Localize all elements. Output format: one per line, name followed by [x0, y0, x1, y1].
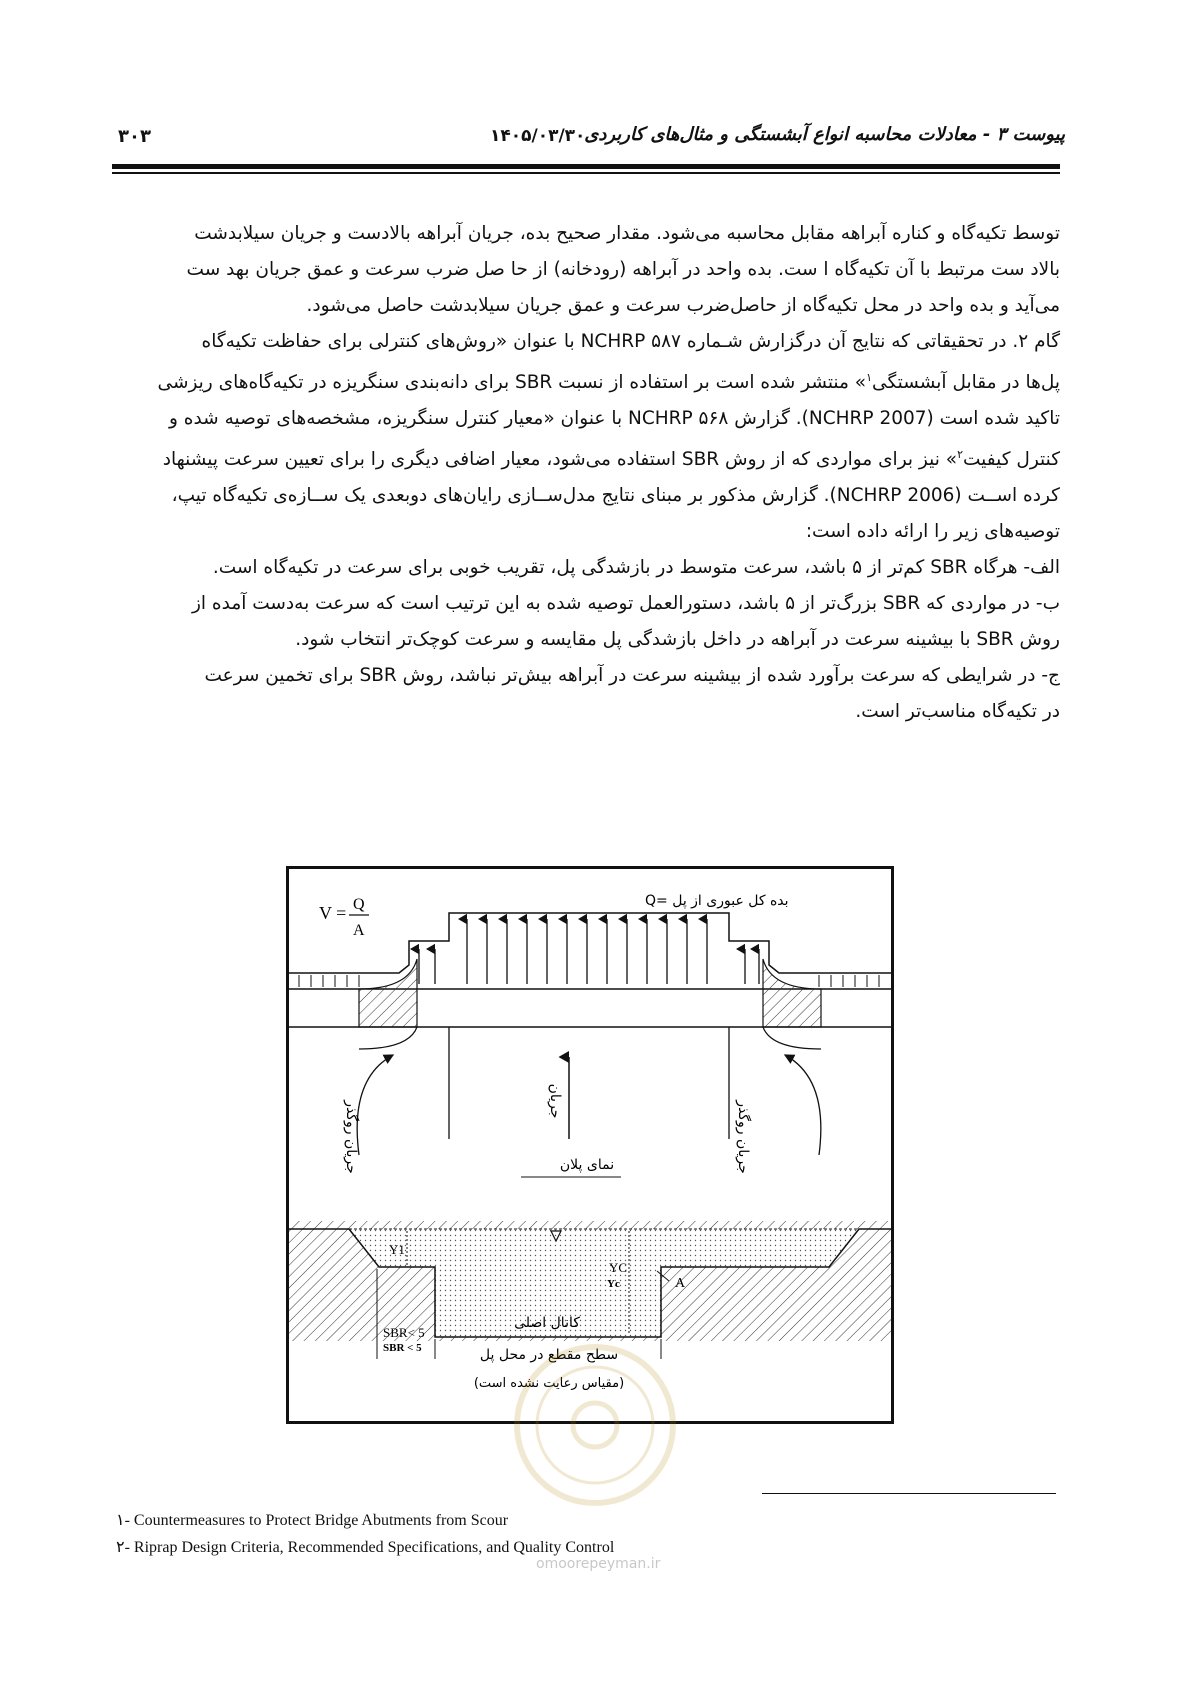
- publisher-stamp-watermark: [510, 1340, 680, 1510]
- footnote-rule: [762, 1493, 1056, 1494]
- para2-line: [112, 360, 1060, 401]
- yc-label: YC: [609, 1260, 628, 1275]
- left-abutment-base: [359, 1027, 417, 1049]
- footnote-2: ۲- Riprap Design Criteria, Recommended Specifications, and Quality Control: [116, 1539, 615, 1556]
- footnote-ref-1: ۱: [866, 371, 873, 384]
- list-item-c-cont: در تکیه‌گاه مناسب‌تر است.: [855, 701, 1060, 723]
- para2-line: تاکید شده است (NCHRP 2007). گزارش NCHRP ۵۶۸ با عنوان «معیار کنترل سنگریزه، مشخصه‌های توصیه شده و: [168, 408, 1060, 430]
- footnote-1: ۱- Countermeasures to Protect Bridge Abutments from Scour: [116, 1512, 509, 1529]
- header-date: ۱۴۰۵/۰۳/۳۰: [490, 126, 586, 146]
- para2-line: گام ۲. در تحقیقاتی که نتایج آن درگزارش شـماره NCHRP ۵۸۷ با عنوان «روش‌های کنترلی برای حفاظت تکیه‌گاه: [201, 331, 1060, 352]
- scale-note: (مقیاس رعایت نشده است): [473, 1376, 625, 1391]
- text-run: پل‌ها در مقابل آبشستگی: [872, 372, 1060, 394]
- sbr-label-2: SBR < 5: [383, 1342, 422, 1354]
- total-discharge-label: بده کل عبوری از پل =Q: [645, 893, 789, 909]
- para1-line: می‌آید و بده واحد در محل تکیه‌گاه از حاصل‌ضرب سرعت و عمق جریان سیلابدشت حاصل می‌شود.: [306, 295, 1060, 316]
- para1-line: بالاد ست مرتبط با آن تکیه‌گاه ا ست. بده واحد در آبراهه (رودخانه) از حا صل ضرب سرعت و عمق جریان بهد ست: [186, 259, 1060, 280]
- list-item-a: الف- هرگاه SBR کم‌تر از ۵ باشد، سرعت متوسط در بازشدگی پل، تقریب خوبی برای سرعت در تکیه‌گاه است.: [212, 557, 1060, 579]
- formula-q: Q: [353, 896, 365, 913]
- right-floodplain-arrow: [785, 1055, 821, 1155]
- velocity-envelope: [289, 913, 891, 973]
- watermark-url: omoorepeyman.ir: [536, 1556, 661, 1572]
- para2-line: [112, 437, 1060, 478]
- list-item-b-cont: روش SBR با بیشینه سرعت در آبراهه در داخل بازشدگی پل مقایسه و سرعت کوچک‌تر انتخاب شود.: [295, 629, 1060, 651]
- list-item-c: ج- در شرایطی که سرعت برآورد شده از بیشینه سرعت در آبراهه بیش‌تر نباشد، روش SBR برای تخمین سرعت: [204, 665, 1060, 687]
- left-abutment: [359, 959, 417, 1027]
- right-floodplain-label: جریان روگذر: [735, 1100, 751, 1174]
- para1-line: توسط تکیه‌گاه و کناره آبراهه مقابل محاسبه می‌شود. مقدار صحیح بده، جریان آبراهه بالادست و جریان سیلابدشت: [194, 223, 1060, 244]
- flow-label: جریان: [547, 1083, 563, 1119]
- right-abutment: [763, 959, 821, 1027]
- main-channel-label: کانال اصلی: [514, 1315, 580, 1331]
- text-run: کنترل کیفیت: [963, 449, 1060, 471]
- velocity-arrows: [419, 919, 759, 984]
- section-caption: سطح مقطع در محل پل: [479, 1347, 619, 1363]
- sbr-label: SBR< 5: [383, 1325, 425, 1340]
- text-run: » منتشر شده است بر استفاده از نسبت SBR برای دانه‌بندی سنگریزه در تکیه‌گاه‌های ریزشی: [157, 372, 867, 394]
- para2-line: توصیه‌های زیر را ارائه داده است:: [805, 521, 1060, 543]
- formula-v: V =: [319, 903, 347, 923]
- page-number: ۳۰۳: [118, 126, 151, 147]
- footnote-ref-2: ۲: [957, 448, 963, 462]
- y1-label: Y1: [389, 1242, 405, 1257]
- yc-label-2: Yc: [607, 1278, 620, 1290]
- header-rule-thin: [112, 172, 1060, 174]
- left-floodplain-arrow: [357, 1055, 393, 1155]
- running-header-title: پیوست ۳ - معادلات محاسبه انواع آبشستگی و مثال‌های کاربردی: [584, 124, 1065, 145]
- figure-drawing: [289, 869, 891, 1421]
- left-floodplain-label: جریان روگذر: [343, 1100, 359, 1174]
- header-rule-thick: [112, 164, 1060, 169]
- list-item-b: ب- در مواردی که SBR بزرگ‌تر از ۵ باشد، دستورالعمل توصیه شده به این ترتیب است که سرعت به‌دست آمده از: [191, 593, 1060, 615]
- para2-line: کرده اســت (NCHRP 2006). گزارش مذکور بر مبنای نتایج مدل‌ســازی رایان‌های دوبعدی یک ســازه‌ی تکیه‌گاه تیپ،: [171, 485, 1060, 507]
- area-label: A: [675, 1276, 686, 1291]
- right-abutment-base: [763, 1027, 821, 1049]
- plan-view-label: نمای پلان: [559, 1157, 615, 1173]
- body-text: [112, 216, 1060, 730]
- text-run: » نیز برای مواردی که از روش SBR استفاده می‌شود، معیار اضافی دیگری را برای تعیین سرعت پیشنهاد: [162, 449, 958, 471]
- formula-a: A: [353, 922, 365, 939]
